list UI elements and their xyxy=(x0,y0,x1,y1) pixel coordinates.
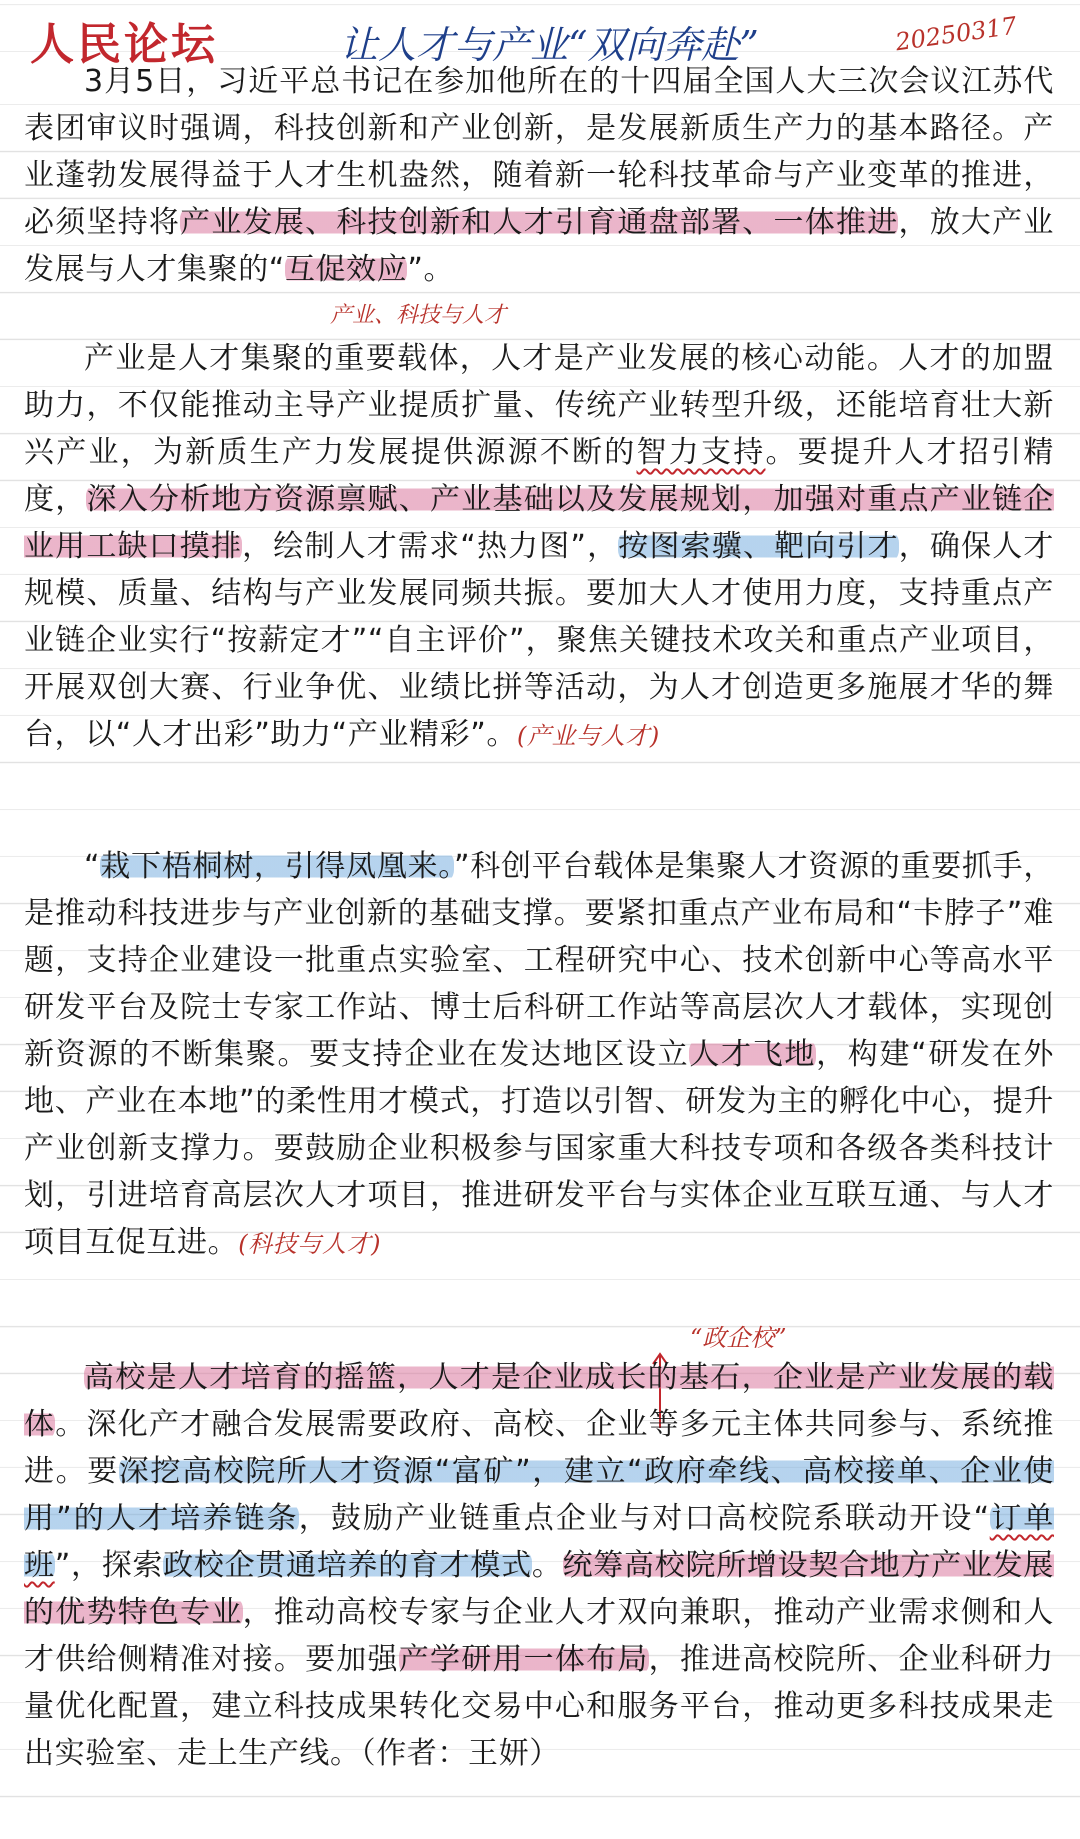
text: ”，探索 xyxy=(54,1548,164,1583)
text: 。深化产才融合发展需要政府、高校、企业等多元主体共同参与、系统推进。要 xyxy=(24,1407,1054,1489)
highlight-blue: 按图索骥、靶向引才 xyxy=(618,529,899,564)
highlight-pink: 产业发展、科技创新和人才引育通盘部署、一体推进 xyxy=(180,205,899,240)
handwritten-date: 20250317 xyxy=(893,11,1019,57)
highlight-blue: 政校企贯通培养的育才模式 xyxy=(163,1548,532,1583)
text: ，鼓励产业链重点企业与对口高校院系联动开设“ xyxy=(298,1501,990,1536)
text: 。 xyxy=(531,1548,563,1583)
annotation-industry-tech-talent: 产业、科技与人才 xyxy=(330,303,507,328)
text: 产业是人才集聚的重要载体，人才是产业发展的核心动能。人才的加盟助力，不仅能推动主导产业提质扩量、传统产业转型升级，还能培育壮大新兴产业，为新质生产力发展提供源源不断的 xyxy=(24,341,1054,470)
text: ，确保人才规模、质量、结构与产业发展同频共振。要加大人才使用力度，支持重点产业链企业实行“按薪定才”“自主评价”，聚焦关键技术攻关和重点产业项目，开展双创大赛、行业争优、业绩比拼等活动，为人才创造更多施展才华的舞台，以“人才出彩”助力“产业精彩”。 xyxy=(24,529,1054,752)
highlight-pink: 深入分析地方资源禀赋、产业基础以及发展规划，加强对重点产业链企业用工缺口摸排 xyxy=(24,482,1054,564)
highlight-pink: 高校是人才培育的摇篮，人才是企业成长的基石，企业是产业发展的载体 xyxy=(24,1360,1054,1442)
paragraph-4 xyxy=(24,1354,1054,1777)
wavy-underline: 智力支持 xyxy=(636,435,766,470)
annotation-industry-talent: (产业与人才) xyxy=(516,722,660,750)
text: ，构建“研发在外地、产业在本地”的柔性用才模式，打造以引智、研发为主的孵化中心，提升产业创新支撑力。要鼓励企业积极参与国家重大科技专项和各级各类科技计划，引进培育高层次人才项目，推进研发平台与实体企业互联互通、与人才项目互促互进。 xyxy=(24,1037,1054,1260)
text: “ xyxy=(84,849,101,884)
highlight-pink: 人才飞地 xyxy=(689,1037,817,1072)
highlight-pink: 产学研用一体布局 xyxy=(398,1642,649,1677)
highlight-blue: 深挖高校院所人才资源“富矿”，建立“政府牵线、高校接单、企业使用”的人才培养链条 xyxy=(24,1454,1054,1536)
paragraph-3 xyxy=(24,843,1054,1268)
handwritten-title: 让人才与产业“双向奔赴” xyxy=(340,23,759,67)
text: 。要提升人才招引精度， xyxy=(24,435,1054,517)
annotation-gov-enterprise-school: “政企校” xyxy=(690,1324,787,1352)
text: ”科创平台载体是集聚人才资源的重要抓手，是推动科技进步与产业创新的基础支撑。要紧扣重点产业布局和“卡脖子”难题，支持企业建设一批重点实验室、工程研究中心、技术创新中心等高水平研发平台及院士专家工作站、博士后科研工作站等高层次人才载体，实现创新资源的不断集聚。要支持企业在发达地区设立 xyxy=(24,849,1055,1072)
highlight-pink: 互促效应 xyxy=(284,252,408,287)
text: ”。 xyxy=(407,252,455,287)
text: ，绘制人才需求“热力图”， xyxy=(242,529,619,564)
text: 3月5日，习近平总书记在参加他所在的十四届全国人大三次会议江苏代表团审议时强调，科技创新和产业创新，是发展新质生产力的基本路径。产业蓬勃发展得益于人才生机盎然，随着新一轮科技革命与产业变革的推进，必须坚持将 xyxy=(24,64,1054,240)
highlight-pink: 统筹高校院所增设契合地方产业发展的优势特色专业 xyxy=(24,1548,1055,1630)
paragraph-1 xyxy=(24,58,1054,293)
text: ，推动高校专家与企业人才双向兼职，推动产业需求侧和人才供给侧精准对接。要加强 xyxy=(24,1595,1054,1677)
text: ，推进高校院所、企业科研力量优化配置，建立科技成果转化交易中心和服务平台，推动更多科技成果走出实验室、走上生产线。（作者：王妍） xyxy=(24,1642,1054,1771)
text: ，放大产业发展与人才集聚的“ xyxy=(24,205,1054,287)
annotation-tech-talent: (科技与人才) xyxy=(238,1230,382,1258)
header-title: 人民论坛 xyxy=(30,19,218,70)
highlight-blue: 栽下梧桐树，引得凤凰来。 xyxy=(100,849,455,884)
highlight-blue: 订单班 xyxy=(24,1501,1054,1583)
paragraph-2 xyxy=(24,335,1054,760)
